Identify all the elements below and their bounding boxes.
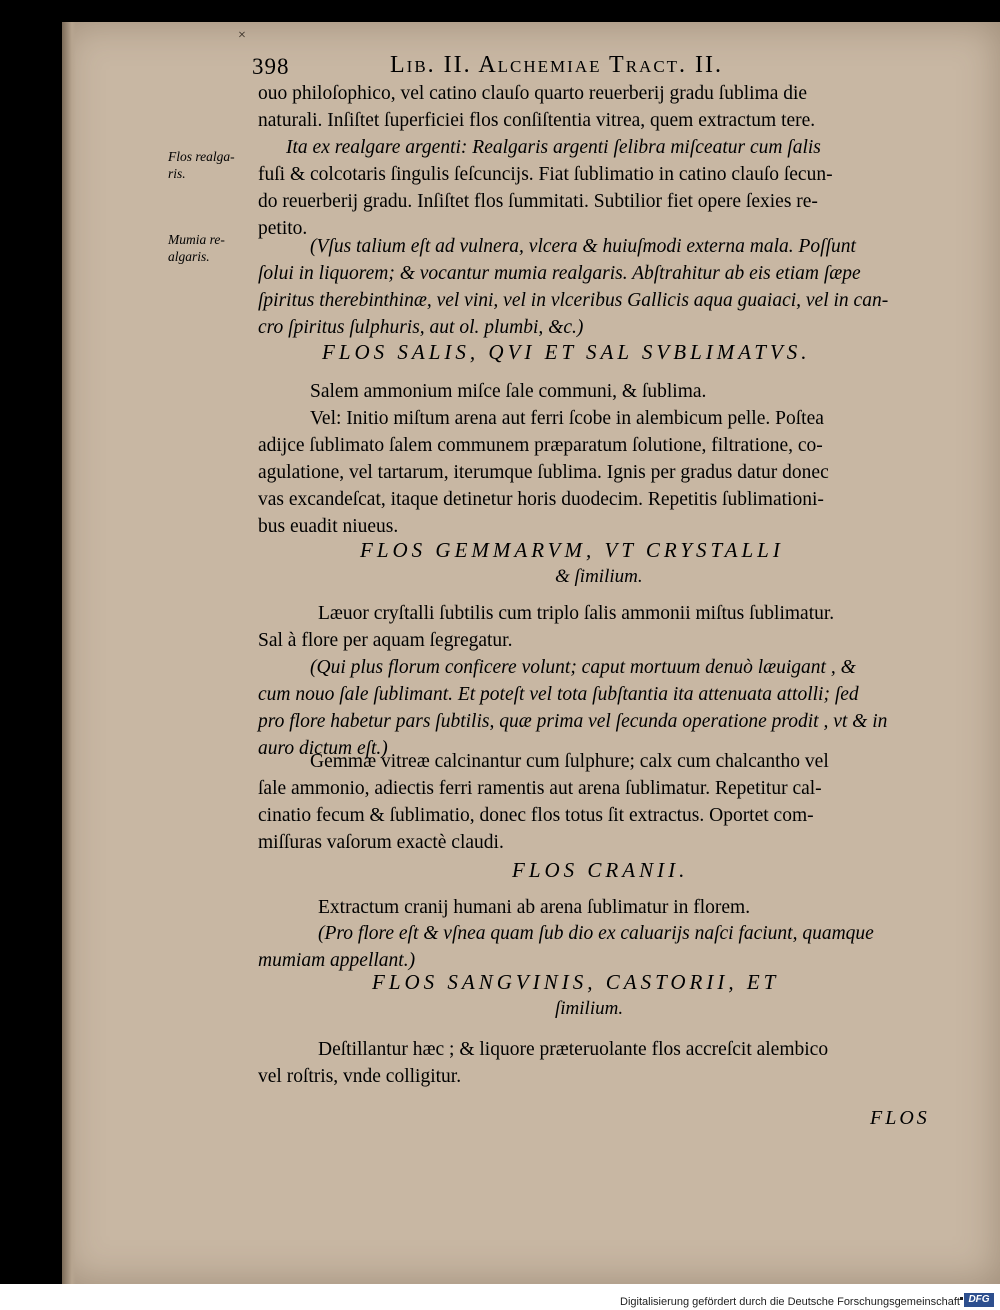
section-body-flos-salis <box>258 378 938 540</box>
page-number: 398 <box>252 54 290 79</box>
text-line: auro dictum eſt.) <box>258 738 388 759</box>
text-line: cro ſpiritus ſulphuris, aut ol. plumbi, &c.) <box>258 317 584 338</box>
footer-credit: Digitalisierung gefördert durch die Deutsche Forschungsgemeinschaft <box>620 1296 960 1308</box>
text-line: miſſuras vaſorum exactè claudi. <box>258 832 504 853</box>
text-line: agulatione, vel tartarum, iterumque ſublima. Ignis per gradus datur donec <box>258 462 829 483</box>
text-line: ouo philoſophico, vel catino clauſo quarto reuerberij gradu ſublima die <box>258 83 808 104</box>
text-line: Gemmæ vitreæ calcinantur cum ſulphure; calx cum chalcantho vel <box>310 751 829 772</box>
text-line: vel roſtris, vnde colligitur. <box>258 1066 462 1087</box>
usage-note <box>258 233 938 341</box>
section-heading-flos-sanguinis: FLOS SANGVINIS, CASTORII, ET <box>372 970 780 994</box>
text-line: Deſtillantur hæc ; & liquore præteruolante flos accreſcit alembico <box>318 1039 829 1060</box>
text-line: ſpiritus therebinthinæ, vel vini, vel in vlceribus Gallicis aqua guaiaci, vel in can- <box>258 290 889 311</box>
text-line: naturali. Inſiſtet ſuperficiei flos conſiſtentia vitrea, quem extractum tere. <box>258 110 816 131</box>
section-heading-flos-salis: FLOS SALIS, QVI ET SAL SVBLIMATVS. <box>322 340 811 364</box>
text-line-content: Ita ex realgare argenti: Realgaris argenti ſelibra miſceatur cum ſalis <box>286 137 821 158</box>
running-title: Lib. II. Alchemiae Tract. II. <box>390 52 724 78</box>
catchword: FLOS <box>870 1107 930 1129</box>
section-heading-flos-gemmarum: FLOS GEMMARVM, VT CRYSTALLI <box>360 538 784 562</box>
margin-note-line: algaris. <box>168 249 210 264</box>
text-line: (Pro flore eſt & vſnea quam ſub dio ex caluarijs naſci faciunt, quamque <box>318 923 874 944</box>
dfg-logo-icon: DFG <box>964 1293 994 1307</box>
section-subheading: ſimilium. <box>555 998 624 1019</box>
text-line: pro flore habetur pars ſubtilis, quæ prima vel ſecunda operatione prodit , vt & in <box>258 711 888 732</box>
text-line: Læuor cryſtalli ſubtilis cum triplo ſalis ammonii miſtus ſublimatur. <box>318 603 835 624</box>
section-body-flos-sanguinis <box>258 1036 938 1090</box>
opening-paragraph <box>258 80 938 242</box>
text-line: bus euadit niueus. <box>258 516 399 537</box>
text-line: ſale ammonio, adiectis ferri ramentis aut arena ſublimatur. Repetitur cal- <box>258 778 822 799</box>
text-line: petito. <box>258 218 308 239</box>
text-line: (Vſus talium eſt ad vulnera, vlcera & huiuſmodi externa mala. Poſſunt <box>310 236 856 257</box>
margin-note-line: ris. <box>168 166 186 181</box>
corner-mark: × <box>238 28 246 43</box>
margin-note-line: Mumia re- <box>168 232 225 247</box>
section-heading-flos-cranii: FLOS CRANII. <box>512 858 689 882</box>
text-line <box>258 134 938 161</box>
section-note-flos-cranii <box>258 920 938 974</box>
text-line: cinatio fecum & ſublimatio, donec flos totus ſit extractus. Oportet com- <box>258 805 814 826</box>
text-line: do reuerberij gradu. Inſiſtet flos ſummitati. Subtilior fiet opere ſexies re- <box>258 191 818 212</box>
text-line: vas excandeſcat, itaque detinetur horis duodecim. Repetitis ſublimationi- <box>258 489 824 510</box>
footer-separator-dot <box>960 1297 963 1300</box>
margin-note-line: Flos realga- <box>168 149 235 164</box>
text-line: mumiam appellant.) <box>258 950 416 971</box>
text-line: cum nouo ſale ſublimant. Et poteſt vel tota ſubſtantia ita attenuata attolli; ſed <box>258 684 859 705</box>
text-line: fuſi & colcotaris ſingulis ſeſcuncijs. Fiat ſublimatio in catino clauſo ſecun- <box>258 164 833 185</box>
section-body-flos-cranii <box>258 894 938 921</box>
section-subheading: & ſimilium. <box>555 566 643 587</box>
text-line: Extractum cranij humani ab arena ſublimatur in florem. <box>318 897 751 918</box>
running-header <box>252 50 952 84</box>
text-line: Salem ammonium miſce ſale communi, & ſublima. <box>310 381 707 402</box>
text-line: ſolui in liquorem; & vocantur mumia realgaris. Abſtrahitur ab eis etiam ſæpe <box>258 263 861 284</box>
section-body2-flos-gemmarum <box>258 748 938 856</box>
margin-note-flos-realgaris <box>168 148 258 182</box>
page-gutter-shadow <box>62 22 76 1284</box>
section-note-flos-gemmarum <box>258 654 938 762</box>
section-body-flos-gemmarum <box>258 600 938 654</box>
margin-note-mumia-realgaris <box>168 231 258 265</box>
text-line: (Qui plus florum conficere volunt; caput mortuum denuò læuigant , & <box>310 657 856 678</box>
text-line: Sal à flore per aquam ſegregatur. <box>258 630 513 651</box>
text-line: adijce ſublimato ſalem communem præparatum ſolutione, filtratione, co- <box>258 435 823 456</box>
text-line: Vel: Initio miſtum arena aut ferri ſcobe in alembicum pelle. Poſtea <box>310 408 824 429</box>
